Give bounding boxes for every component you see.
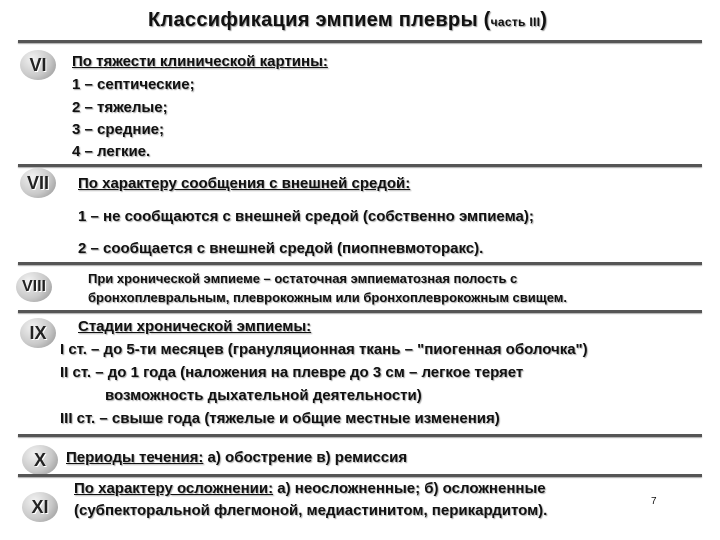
section-rule [18,310,702,313]
list-item: 2 – сообщается с внешней средой (пиопневмоторакс). [78,240,484,257]
section-heading: Стадии хронической эмпиемы: [78,318,312,335]
section-heading: По характеру сообщения с внешней средой: [78,175,411,192]
page-number: 7 [651,496,657,507]
section-rule [18,474,702,477]
list-item: возможность дыхательной деятельности) [105,387,422,404]
section-number-badge: IX [20,318,56,348]
list-item: 4 – легкие. [72,143,151,160]
section-line: По характеру осложнении: а) неосложненные; б) осложненные [74,480,546,497]
list-item: 3 – средние; [72,121,165,138]
section-heading: По тяжести клинической картины: [72,53,328,70]
section-rule [18,262,702,265]
section-rule [18,164,702,167]
list-item: бронхоплевральным, плеврокожным или бронхоплеврокожным свищем. [88,290,568,305]
section-number-badge: XI [22,492,58,522]
section-number-badge: VII [20,168,56,198]
list-item: 2 – тяжелые; [72,99,168,116]
section-number-badge: X [22,445,58,475]
section-number-badge: VI [20,50,56,80]
list-item: При хронической эмпиеме – остаточная эмпиематозная полость с [88,271,518,286]
list-item: 1 – не сообщаются с внешней средой (собственно эмпиема); [78,208,534,225]
section-rule [18,434,702,437]
list-item: (субпекторальной флегмоной, медиастинитом, перикардитом). [74,502,548,519]
section-line: Периоды течения: а) обострение в) ремиссия [66,449,408,466]
list-item: II ст. – до 1 года (наложения на плевре до 3 см – легкое теряет [60,364,524,381]
page-title: Классификация эмпием плевры (часть III) [148,9,548,31]
list-item: I ст. – до 5-ти месяцев (грануляционная ткань – "пиогенная оболочка") [60,341,588,358]
list-item: III ст. – свыше года (тяжелые и общие местные изменения) [60,410,500,427]
list-item: 1 – септические; [72,76,195,93]
title-rule [18,40,702,43]
section-number-badge: VIII [16,272,52,302]
